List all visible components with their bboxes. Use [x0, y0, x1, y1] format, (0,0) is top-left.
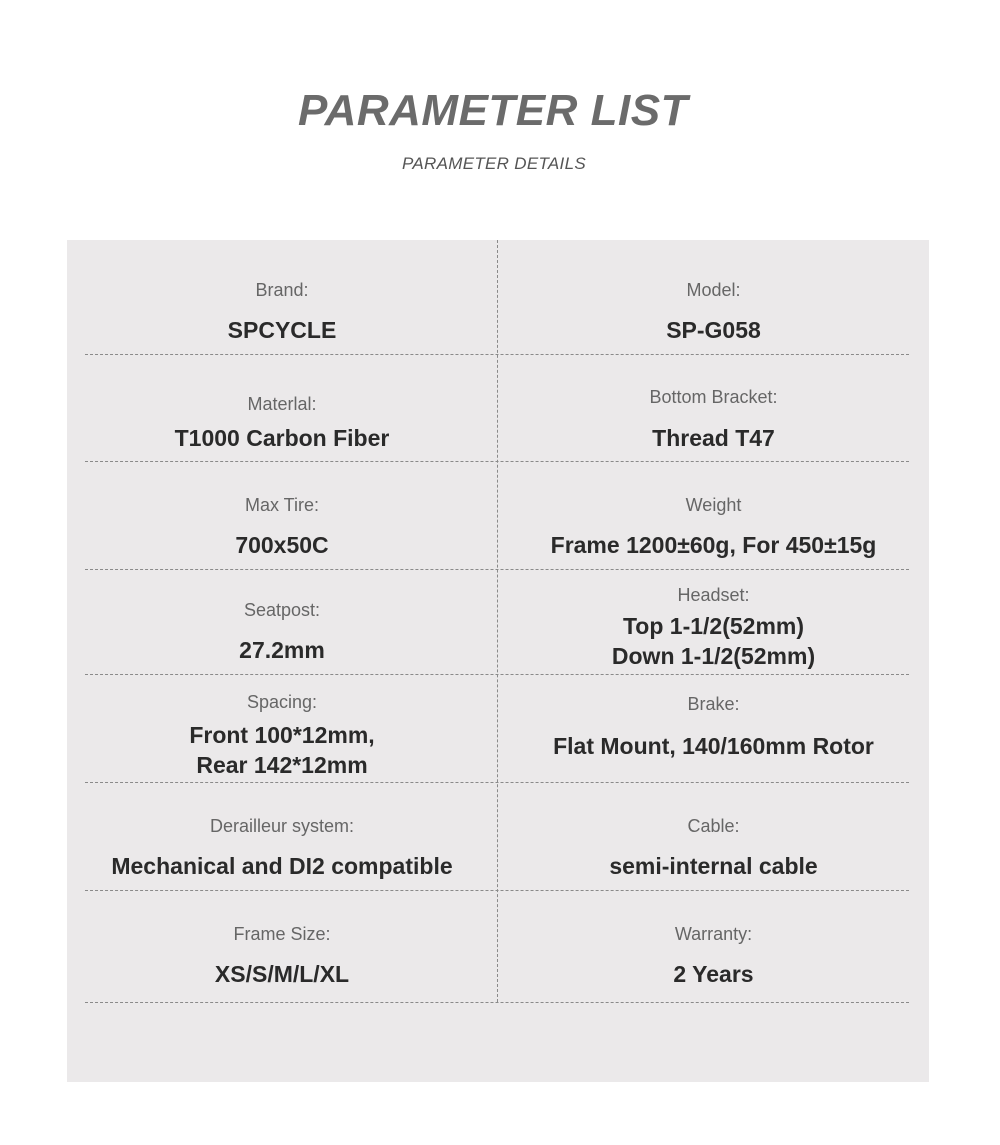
param-cable — [498, 815, 929, 881]
param-label: Spacing: — [246, 692, 318, 712]
row-divider — [85, 890, 909, 891]
param-brand — [67, 279, 497, 345]
param-value: Mechanical and DI2 compatible — [111, 853, 453, 879]
param-value: 700x50C — [235, 532, 329, 558]
param-warranty — [498, 923, 929, 989]
param-value: semi-internal cable — [609, 853, 818, 879]
param-label: Weight — [685, 495, 742, 515]
param-frame-size — [67, 923, 497, 989]
page-subtitle: PARAMETER DETAILS — [402, 154, 586, 173]
param-label: Brake: — [687, 694, 740, 714]
param-headset — [498, 584, 929, 671]
param-material — [67, 393, 497, 453]
parameter-table — [67, 240, 929, 1082]
param-label: Bottom Bracket: — [649, 387, 778, 407]
row-divider — [85, 782, 909, 783]
param-brake — [498, 693, 929, 761]
param-label: Derailleur system: — [209, 816, 355, 836]
param-label: Cable: — [687, 816, 740, 836]
param-label: Frame Size: — [233, 924, 331, 944]
row-divider — [85, 461, 909, 462]
param-value: Front 100*12mm, Rear 142*12mm — [189, 722, 375, 778]
row-divider — [85, 569, 909, 570]
param-label: Brand: — [255, 280, 309, 300]
param-label: Seatpost: — [243, 600, 321, 620]
row-divider — [85, 354, 909, 355]
param-value: T1000 Carbon Fiber — [174, 425, 390, 451]
param-value: Frame 1200±60g, For 450±15g — [550, 532, 877, 558]
param-bottom-bracket — [498, 386, 929, 453]
row-divider — [85, 674, 909, 675]
param-value: Thread T47 — [652, 425, 775, 451]
row-divider — [85, 1002, 909, 1003]
param-model — [498, 279, 929, 345]
param-value: Flat Mount, 140/160mm Rotor — [553, 733, 874, 759]
param-label: Max Tire: — [244, 495, 319, 515]
page-title: PARAMETER LIST — [298, 86, 688, 135]
param-label: Model: — [686, 280, 741, 300]
param-value: 2 Years — [673, 961, 754, 987]
param-label: Warranty: — [674, 924, 753, 944]
param-derailleur-system — [67, 815, 497, 881]
param-weight — [498, 494, 929, 560]
param-value: Top 1-1/2(52mm) Down 1-1/2(52mm) — [611, 613, 816, 669]
param-value: XS/S/M/L/XL — [214, 961, 350, 987]
param-value: 27.2mm — [239, 637, 325, 663]
param-label: Materlal: — [247, 394, 317, 414]
param-label: Headset: — [677, 585, 750, 605]
param-value: SPCYCLE — [227, 317, 337, 343]
param-max-tire — [67, 494, 497, 560]
param-seatpost — [67, 599, 497, 665]
param-value: SP-G058 — [666, 317, 761, 343]
param-spacing — [67, 691, 497, 780]
